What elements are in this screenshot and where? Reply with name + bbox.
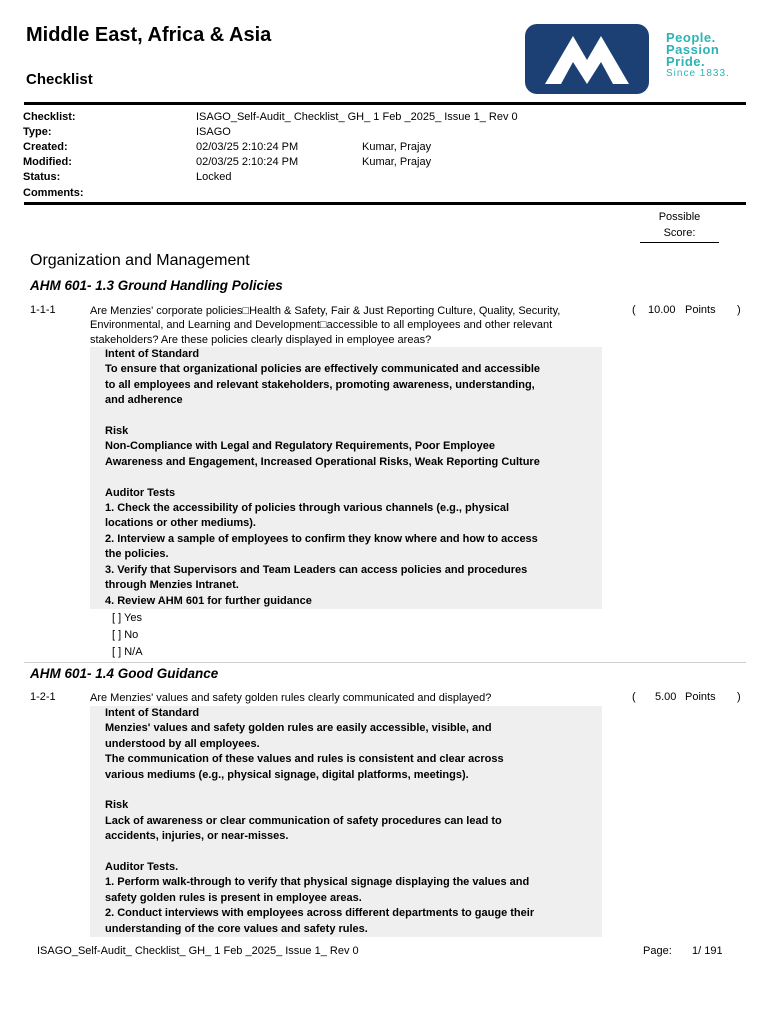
question-text: Are Menzies' corporate policies□Health & Safety, Fair & Just Reporting Culture, Quality, Security, Environmental, and Learning and Development□accessible to all employees and other relevant stakeholders? Are these policies clearly displayed in employee areas?	[90, 305, 561, 346]
points-value: 5.00	[655, 691, 677, 703]
subsection-title: AHM 601- 1.3 Ground Handling Policies	[30, 278, 283, 293]
points-close-paren: )	[737, 691, 741, 703]
points-label: Points	[685, 304, 716, 316]
created-value: 02/03/25 2:10:24 PM	[196, 141, 299, 153]
checklist-value: ISAGO_Self-Audit_ Checklist_ GH_ 1 Feb _2025_ Issue 1_ Rev 0	[196, 111, 518, 123]
answer-options	[112, 610, 143, 661]
points-open-paren: (	[632, 691, 636, 703]
status-label: Status:	[23, 171, 61, 183]
tagline-line-1: People.	[666, 30, 716, 45]
checklist-label: Checklist:	[23, 111, 76, 123]
points-close-paren: )	[737, 304, 741, 316]
comments-label: Comments:	[23, 187, 84, 199]
header-rule	[24, 102, 746, 105]
modified-value: 02/03/25 2:10:24 PM	[196, 156, 299, 168]
modified-label: Modified:	[23, 156, 72, 168]
answer-option-na[interactable]: [ ] N/A	[112, 646, 143, 658]
subsection-title: AHM 601- 1.4 Good Guidance	[30, 666, 219, 681]
answer-option-yes[interactable]: [ ] Yes	[112, 612, 142, 624]
modified-by: Kumar, Prajay	[362, 156, 432, 168]
tagline-line-3: Pride.	[666, 54, 706, 69]
question-number: 1-1-1	[30, 304, 56, 316]
answer-option-no[interactable]: [ ] No	[112, 629, 139, 641]
subsection-divider	[24, 662, 746, 663]
company-tagline	[666, 32, 730, 80]
footer-page-label: Page:	[643, 945, 672, 957]
company-logo	[525, 24, 649, 94]
footer-page-number: 1/ 191	[692, 945, 723, 957]
type-value: ISAGO	[196, 126, 231, 138]
m-logo-icon	[525, 24, 649, 94]
created-by: Kumar, Prajay	[362, 141, 432, 153]
guidance-text: Intent of Standard To ensure that organizational policies are effectively communicated and accessible to all employees and relevant stakeholders, promoting awareness, understanding, and adherence Risk Non-Compliance with Legal and Regulatory Requirements, Poor Employee Awareness and Engagement, Increased Operational Risks, Weak Reporting Culture Auditor Tests 1. Check the accessibility of policies through various channels (e.g., physical locations or other mediums). 2. Interview a sample of employees to confirm they know where and how to access the policies. 3. Verify that Supervisors and Team Leaders can access policies and procedures through Menzies Intranet. 4. Review AHM 601 for further guidance	[105, 348, 541, 607]
points-value: 10.00	[648, 304, 676, 316]
region-title: Middle East, Africa & Asia	[26, 24, 272, 46]
footer-document-name: ISAGO_Self-Audit_ Checklist_ GH_ 1 Feb _2025_ Issue 1_ Rev 0	[37, 945, 359, 957]
guidance-text: Intent of Standard Menzies' values and safety golden rules are easily accessible, visible, and understood by all employees. The communication of these values and rules is consistent and clear across various mediums (e.g., physical signage, digital platforms, meetings). Risk Lack of awareness or clear communication of safety procedures can lead to accidents, injuries, or near-misses. Auditor Tests. 1. Perform walk-through to verify that physical signage displaying the values and safety golden rules is present in employee areas. 2. Conduct interviews with employees across different departments to gauge their understanding of the core values and safety rules.	[105, 707, 535, 935]
points-open-paren: (	[632, 304, 636, 316]
question-number: 1-2-1	[30, 691, 56, 703]
status-value: Locked	[196, 171, 232, 183]
type-label: Type:	[23, 126, 52, 138]
possible-score-underline	[640, 242, 719, 243]
created-label: Created:	[23, 141, 68, 153]
checklist-metadata	[0, 108, 768, 203]
points-label: Points	[685, 691, 716, 703]
possible-score-header: Possible Score:	[658, 211, 701, 239]
question-text: Are Menzies' values and safety golden rules clearly communicated and displayed?	[90, 692, 492, 704]
document-type: Checklist	[26, 71, 93, 88]
meta-rule	[24, 202, 746, 205]
section-title: Organization and Management	[30, 252, 250, 269]
tagline-since: Since 1833.	[666, 68, 730, 79]
tagline-line-2: Passion	[666, 42, 720, 57]
